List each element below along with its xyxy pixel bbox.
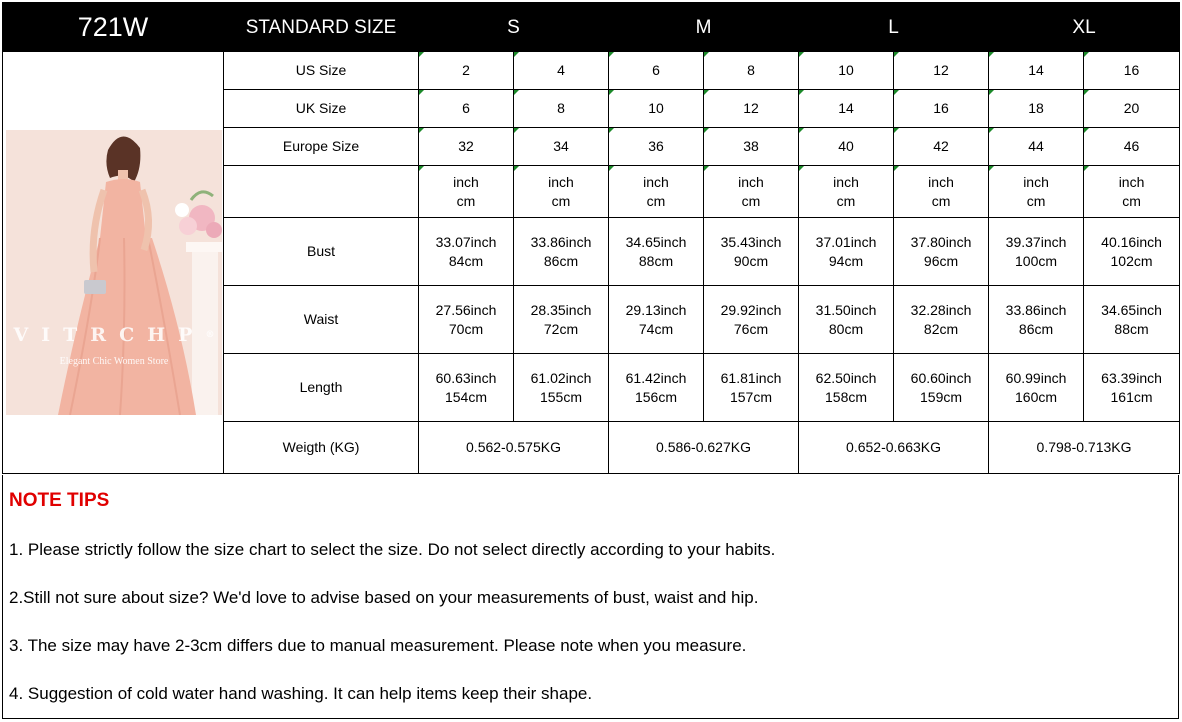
size-cell: [799, 354, 894, 422]
value-inch: 33.07inch: [435, 233, 497, 250]
value-inch: 60.63inch: [435, 369, 497, 386]
size-cell: [799, 286, 894, 354]
size-cell: [989, 286, 1084, 354]
value-cm: 96cm: [923, 252, 959, 269]
size-value: 40: [838, 138, 854, 154]
value-cm: cm: [836, 192, 856, 209]
size-value: 20: [1123, 100, 1140, 116]
value-inch: inch: [928, 173, 954, 190]
size-cell: [894, 52, 989, 90]
cell-marker: [704, 90, 709, 95]
value-cm: 90cm: [733, 252, 769, 269]
cell-marker: [1084, 52, 1089, 57]
value-inch: inch: [548, 173, 574, 190]
row-label: Europe Size: [224, 128, 419, 166]
cell-marker: [894, 128, 899, 133]
cell-marker: [704, 52, 709, 57]
size-cell: [704, 286, 799, 354]
size-cell: [514, 90, 609, 128]
value-inch: 29.92inch: [720, 301, 782, 318]
size-cell: [704, 166, 799, 218]
value-cm: cm: [1026, 192, 1046, 209]
cell-marker: [514, 166, 519, 171]
row-label: [224, 166, 419, 218]
cell-marker: [989, 52, 994, 57]
value-inch: 33.86inch: [1005, 301, 1067, 318]
size-value: 12: [743, 100, 759, 116]
size-cell: [989, 354, 1084, 422]
size-value: 34: [553, 138, 569, 154]
size-value: 8: [747, 62, 755, 78]
size-value: 14: [1028, 62, 1044, 78]
size-value: 6: [652, 62, 660, 78]
size-cell: [894, 286, 989, 354]
row-label: UK Size: [224, 90, 419, 128]
size-cell: [989, 128, 1084, 166]
size-cell: [419, 218, 514, 286]
note-item-2: 2.Still not sure about size? We'd love to advise based on your measurements of bust, waist and hip.: [9, 588, 759, 607]
value-inch: 62.50inch: [815, 369, 877, 386]
cell-marker: [609, 128, 614, 133]
value-cm: 74cm: [638, 320, 674, 337]
weight-label: Weigth (KG): [224, 422, 419, 474]
cell-marker: [704, 128, 709, 133]
watermark-brand: VITRCHP®: [13, 324, 215, 346]
value-cm: 84cm: [448, 252, 484, 269]
model-in-dress-illustration: [6, 130, 222, 415]
size-value: 36: [648, 138, 664, 154]
row-label: Length: [224, 354, 419, 422]
value-inch: 60.99inch: [1005, 369, 1067, 386]
value-cm: 160cm: [1015, 388, 1058, 405]
value-inch: 63.39inch: [1101, 369, 1162, 386]
size-cell: [1084, 218, 1180, 286]
value-cm: cm: [551, 192, 571, 209]
note-item-1: 1. Please strictly follow the size chart to select the size. Do not select directly according to your habits.: [9, 540, 776, 559]
value-cm: 80cm: [828, 320, 864, 337]
value-inch: 39.37inch: [1005, 233, 1067, 250]
cell-marker: [704, 166, 709, 171]
value-inch: 61.81inch: [720, 369, 782, 386]
size-cell: [989, 166, 1084, 218]
cell-marker: [894, 52, 899, 57]
size-cell: [1084, 354, 1180, 422]
value-inch: 27.56inch: [435, 301, 497, 318]
size-value: 2: [462, 62, 470, 78]
size-header-m: M: [609, 3, 799, 52]
value-cm: cm: [741, 192, 761, 209]
size-cell: [419, 286, 514, 354]
size-cell: [894, 90, 989, 128]
size-cell: [609, 128, 704, 166]
size-cell: [1084, 52, 1180, 90]
value-cm: cm: [456, 192, 476, 209]
size-cell: [989, 52, 1084, 90]
size-cell: [419, 354, 514, 422]
note-tips-section: [2, 475, 1179, 719]
value-inch: 33.86inch: [530, 233, 592, 250]
row-label: Waist: [224, 286, 419, 354]
value-cm: cm: [646, 192, 666, 209]
size-cell: [704, 354, 799, 422]
size-cell: [609, 354, 704, 422]
size-cell: [609, 52, 704, 90]
cell-marker: [799, 128, 804, 133]
size-cell: [894, 128, 989, 166]
value-inch: 34.65inch: [1101, 301, 1162, 318]
weight-value: 0.586-0.627KG: [609, 422, 799, 474]
value-cm: cm: [1122, 192, 1141, 209]
size-header-l: L: [799, 3, 989, 52]
size-value: 12: [933, 62, 949, 78]
value-inch: 32.28inch: [910, 301, 972, 318]
value-cm: 155cm: [539, 388, 583, 405]
value-inch: inch: [1118, 173, 1145, 190]
value-inch: 29.13inch: [625, 301, 687, 318]
value-inch: 61.02inch: [530, 369, 592, 386]
size-cell: [799, 128, 894, 166]
watermark-tagline: Elegant Chic Women Store: [59, 356, 169, 367]
cell-marker: [894, 90, 899, 95]
cell-marker: [1084, 128, 1089, 133]
value-cm: 159cm: [920, 388, 963, 405]
cell-marker: [799, 90, 804, 95]
size-value: 42: [933, 138, 949, 154]
cell-marker: [609, 166, 614, 171]
value-inch: 37.80inch: [910, 233, 972, 250]
size-cell: [704, 218, 799, 286]
cell-marker: [799, 52, 804, 57]
size-header-s: S: [419, 3, 609, 52]
cell-marker: [989, 128, 994, 133]
value-cm: 102cm: [1110, 252, 1153, 269]
model-number: 721W: [3, 3, 224, 52]
size-cell: [419, 90, 514, 128]
size-cell: [514, 286, 609, 354]
value-inch: inch: [643, 173, 669, 190]
size-cell: [1084, 166, 1180, 218]
standard-size-label: STANDARD SIZE: [224, 3, 419, 52]
cell-marker: [989, 90, 994, 95]
size-cell: [799, 90, 894, 128]
value-inch: 37.01inch: [815, 233, 877, 250]
weight-value: 0.562-0.575KG: [419, 422, 609, 474]
weight-value: 0.798-0.713KG: [989, 422, 1180, 474]
value-inch: 34.65inch: [625, 233, 687, 250]
value-cm: 156cm: [634, 388, 678, 405]
value-cm: cm: [931, 192, 951, 209]
size-cell: [609, 218, 704, 286]
size-cell: [704, 128, 799, 166]
size-value: 16: [1123, 62, 1140, 78]
size-chart-table: [2, 2, 1180, 474]
value-cm: 76cm: [733, 320, 769, 337]
cell-marker: [989, 166, 994, 171]
size-cell: [609, 166, 704, 218]
size-cell: [894, 166, 989, 218]
cell-marker: [514, 52, 519, 57]
cell-marker: [609, 52, 614, 57]
size-value: 32: [458, 138, 474, 154]
value-cm: 100cm: [1015, 252, 1058, 269]
value-cm: 88cm: [638, 252, 674, 269]
size-cell: [704, 90, 799, 128]
cell-marker: [609, 90, 614, 95]
value-cm: 154cm: [444, 388, 488, 405]
size-cell: [1084, 128, 1180, 166]
note-item-3: 3. The size may have 2-3cm differs due to manual measurement. Please note when you measure.: [9, 636, 747, 655]
cell-marker: [419, 52, 424, 57]
value-inch: 35.43inch: [720, 233, 782, 250]
size-cell: [419, 128, 514, 166]
size-cell: [894, 218, 989, 286]
value-inch: inch: [738, 173, 764, 190]
value-inch: 31.50inch: [815, 301, 877, 318]
size-value: 46: [1123, 138, 1140, 154]
value-cm: 94cm: [828, 252, 864, 269]
size-value: 6: [462, 100, 470, 116]
size-cell: [514, 166, 609, 218]
size-cell: [514, 218, 609, 286]
cell-marker: [419, 128, 424, 133]
size-cell: [419, 166, 514, 218]
row-label: US Size: [224, 52, 419, 90]
size-value: 16: [933, 100, 949, 116]
size-cell: [1084, 286, 1180, 354]
size-cell: [514, 52, 609, 90]
size-value: 8: [557, 100, 565, 116]
value-inch: inch: [453, 173, 479, 190]
product-photo: [6, 130, 222, 415]
cell-marker: [514, 90, 519, 95]
value-cm: 161cm: [1110, 388, 1153, 405]
value-cm: 86cm: [543, 252, 579, 269]
size-cell: [799, 218, 894, 286]
size-cell: [514, 128, 609, 166]
size-cell: [514, 354, 609, 422]
size-value: 18: [1028, 100, 1044, 116]
size-cell: [989, 218, 1084, 286]
product-photo-cell: [3, 52, 224, 474]
cell-marker: [799, 166, 804, 171]
value-inch: 61.42inch: [625, 369, 687, 386]
value-cm: 157cm: [729, 388, 773, 405]
size-cell: [609, 90, 704, 128]
row-label: Bust: [224, 218, 419, 286]
note-tips-title: NOTE TIPS: [9, 490, 110, 511]
value-cm: 82cm: [923, 320, 959, 337]
header-row: [3, 3, 1180, 52]
value-cm: 158cm: [825, 388, 868, 405]
size-value: 4: [557, 62, 565, 78]
cell-marker: [1084, 166, 1089, 171]
cell-marker: [419, 166, 424, 171]
value-inch: 40.16inch: [1101, 233, 1162, 250]
size-header-xl: XL: [989, 3, 1180, 52]
value-cm: 70cm: [448, 320, 484, 337]
size-cell: [419, 52, 514, 90]
value-cm: 86cm: [1018, 320, 1054, 337]
value-inch: 60.60inch: [910, 369, 972, 386]
size-cell: [799, 166, 894, 218]
cell-marker: [1084, 90, 1089, 95]
size-value: 10: [838, 62, 854, 78]
size-cell: [1084, 90, 1180, 128]
cell-marker: [419, 90, 424, 95]
size-value: 44: [1028, 138, 1044, 154]
size-cell: [609, 286, 704, 354]
cell-marker: [894, 166, 899, 171]
measurement-row: [3, 52, 1180, 90]
value-cm: 88cm: [1114, 320, 1149, 337]
value-inch: inch: [833, 173, 859, 190]
size-value: 38: [743, 138, 759, 154]
size-cell: [799, 52, 894, 90]
value-cm: 72cm: [543, 320, 579, 337]
weight-value: 0.652-0.663KG: [799, 422, 989, 474]
size-value: 10: [648, 100, 664, 116]
size-cell: [704, 52, 799, 90]
size-value: 14: [838, 100, 854, 116]
note-item-4: 4. Suggestion of cold water hand washing. It can help items keep their shape.: [9, 684, 593, 703]
value-inch: inch: [1023, 173, 1049, 190]
size-cell: [989, 90, 1084, 128]
value-inch: 28.35inch: [530, 301, 592, 318]
cell-marker: [514, 128, 519, 133]
size-cell: [894, 354, 989, 422]
